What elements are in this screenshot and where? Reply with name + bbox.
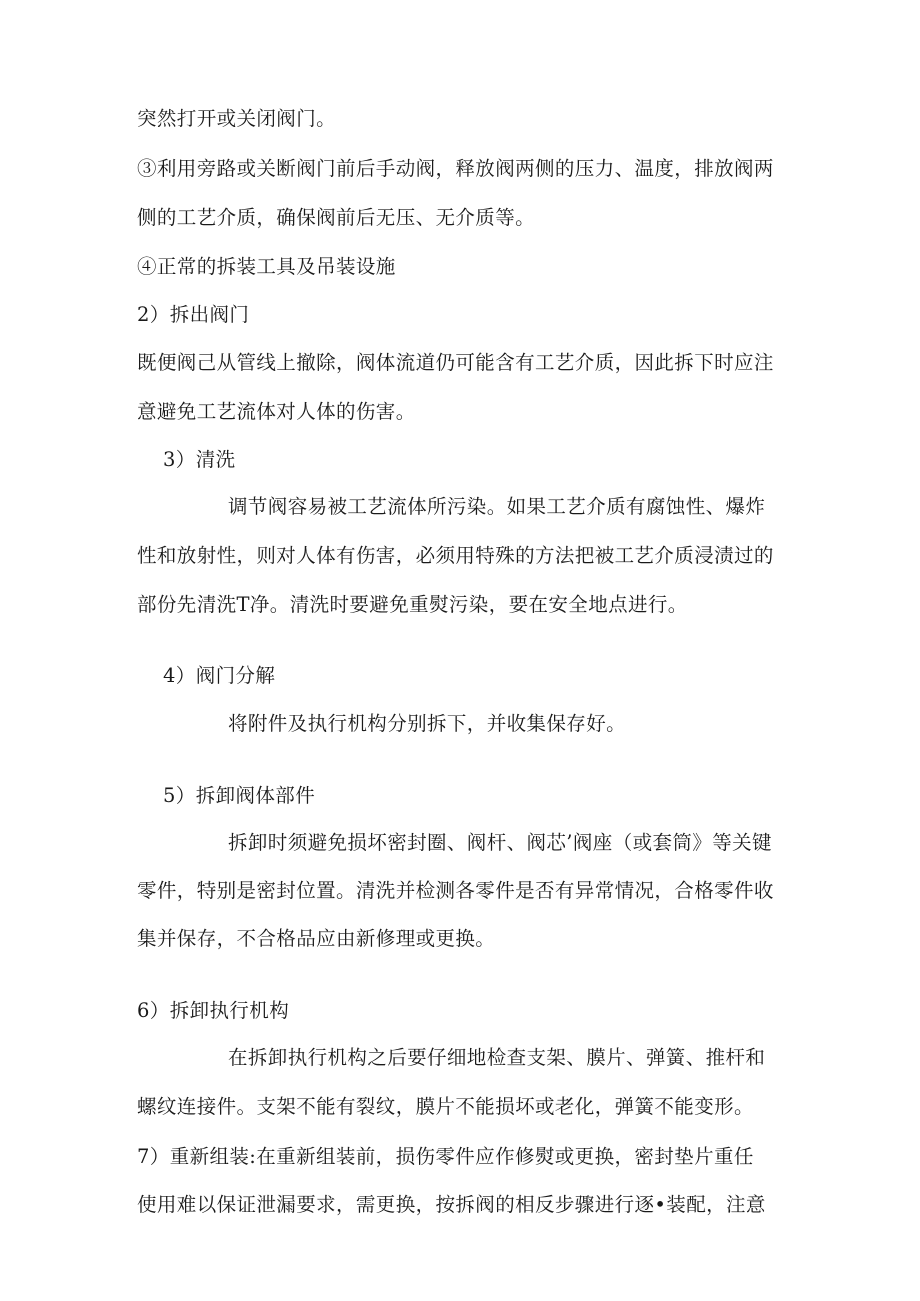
text-line: ③利用旁路或关断阀门前后手动阀，释放阀两侧的压力、温度，排放阀两	[137, 157, 774, 180]
text-line: 既便阀己从管线上撤除，阀体流道仍可能含有工艺介质，因此拆下时应注	[137, 351, 774, 374]
section-heading: 4）阀门分解	[163, 664, 276, 687]
text-line: ④正常的拆装工具及吊装设施	[137, 255, 396, 278]
text-line: 螺纹连接件。支架不能有裂纹，膜片不能损坏或老化，弹簧不能变形。	[137, 1095, 754, 1118]
text-line: 将附件及执行机构分别拆下，并收集保存好。	[228, 712, 627, 735]
text-line: 性和放射性，则对人体有伤害，必须用特殊的方法把被工艺介质浸渍过的	[137, 544, 774, 567]
section-heading: 5）拆卸阀体部件	[163, 784, 316, 807]
text-line: 调节阀容易被工艺流体所污染。如果工艺介质有腐蚀性、爆炸	[228, 495, 766, 518]
text-line: 使用难以保证泄漏要求，需更换，按拆阀的相反步骤进行逐•装配，注意	[137, 1193, 766, 1216]
section-heading: 6）拆卸执行机构	[137, 999, 290, 1022]
text-line: 侧的工艺介质，确保阀前后无压、无介质等。	[137, 206, 536, 229]
section-heading: 3）清洗	[163, 448, 236, 471]
text-line: 意避免工艺流体对人体的伤害。	[137, 400, 416, 423]
section-heading: 2）拆出阀门	[137, 303, 250, 326]
text-line: 突然打开或关闭阀门。	[137, 107, 337, 130]
text-line: 集并保存，不合格品应由新修理或更换。	[137, 927, 496, 950]
text-line: 部份先清洗T净。清洗时要避免重熨污染，要在安全地点进行。	[137, 593, 688, 616]
text-line: 零件，特别是密封位置。清洗并检测各零件是否有异常情况，合格零件收	[137, 879, 774, 902]
text-line: 拆卸时须避免损坏密封圈、阀杆、阀芯’阀座（或套筒》等关键	[228, 831, 772, 854]
text-line: 7）重新组装:在重新组装前，损伤零件应作修熨或更换，密封垫片重任	[137, 1145, 754, 1168]
text-line: 在拆卸执行机构之后要仔细地检查支架、膜片、弹簧、推杆和	[228, 1046, 766, 1069]
